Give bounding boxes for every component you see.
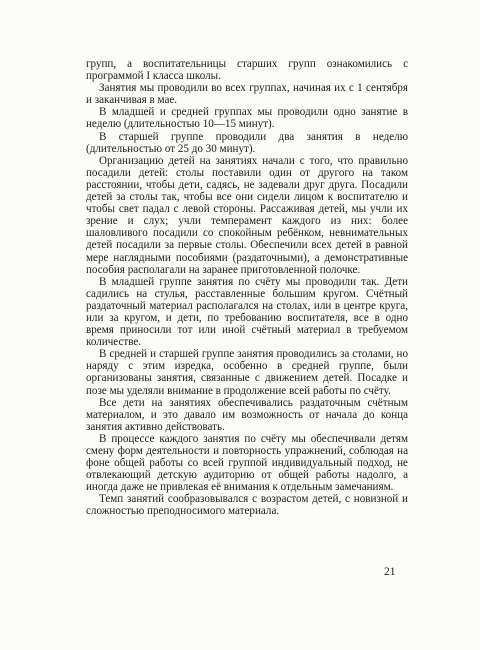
paragraph: В процессе каждого занятия по счёту мы обеспечивали детям смену форм деятельности и повторность упражнений, соблюдая на фоне общей работы со всей группой индивидуальный подход, не отвлекающий детскую аудиторию от общей работы надолго, а иногда даже не привлекая её внимания к отдельным замечаниям. [86, 432, 408, 494]
paragraph: Занятия мы проводили во всех группах, начиная их с 1 сентября и заканчивая в мае. [86, 82, 408, 107]
paragraph: В младшей группе занятия по счёту мы проводили так. Дети садились на стулья, расставленные большим кругом. Счётный раздаточный материал располагался на столах, или в центре круга, или за кругом, и дети, по требованию воспитателя, все в одно время приносили тот или иной счётный материал в требуемом количестве. [86, 275, 408, 349]
paragraph: групп, а воспитательницы старших групп ознакомились с программой I класса школы. [86, 58, 408, 83]
paragraph: В старшей группе проводили два занятия в неделю (длительностью от 25 до 30 минут). [86, 130, 408, 155]
paragraph: Организацию детей на занятиях начали с того, что правильно посадили детей: столы поставили один от другого на таком расстоянии, чтобы дети, садясь, не задевали друг друга. Посадили детей за столы так, чтобы все они сидели лицом к воспитателю и чтобы свет падал с левой стороны. Рассаживая детей, мы учли их зрение и слух; учли темперамент каждого из них: более шаловливого посадили со спокойным ребёнком, невнимательных детей посадили за первые столы. Обеспечили всех детей в равной мере наглядными пособиями (раздаточными), а демонстративные пособия располагали на заранее приготовленной полочке. [86, 154, 408, 276]
paragraph: Все дети на занятиях обеспечивались раздаточным счётным материалом, и это давало им возможность от начала до конца занятия активно действовать. [86, 396, 408, 433]
page-number: 21 [384, 566, 396, 578]
body-text [86, 58, 408, 518]
paragraph: В младшей и средней группах мы проводили одно занятие в неделю (длительностью 10—15 минут). [86, 106, 408, 131]
paragraph: Темп занятий сообразовывался с возрастом детей, с новизной и сложностью преподносимого материала. [86, 493, 408, 518]
paragraph: В средней и старшей группе занятия проводились за столами, но наряду с этим изредка, особенно в средней группе, были организованы занятия, связанные с движением детей. Посадке и позе мы уделяли внимание в продолжение всей работы по счёту. [86, 348, 408, 397]
